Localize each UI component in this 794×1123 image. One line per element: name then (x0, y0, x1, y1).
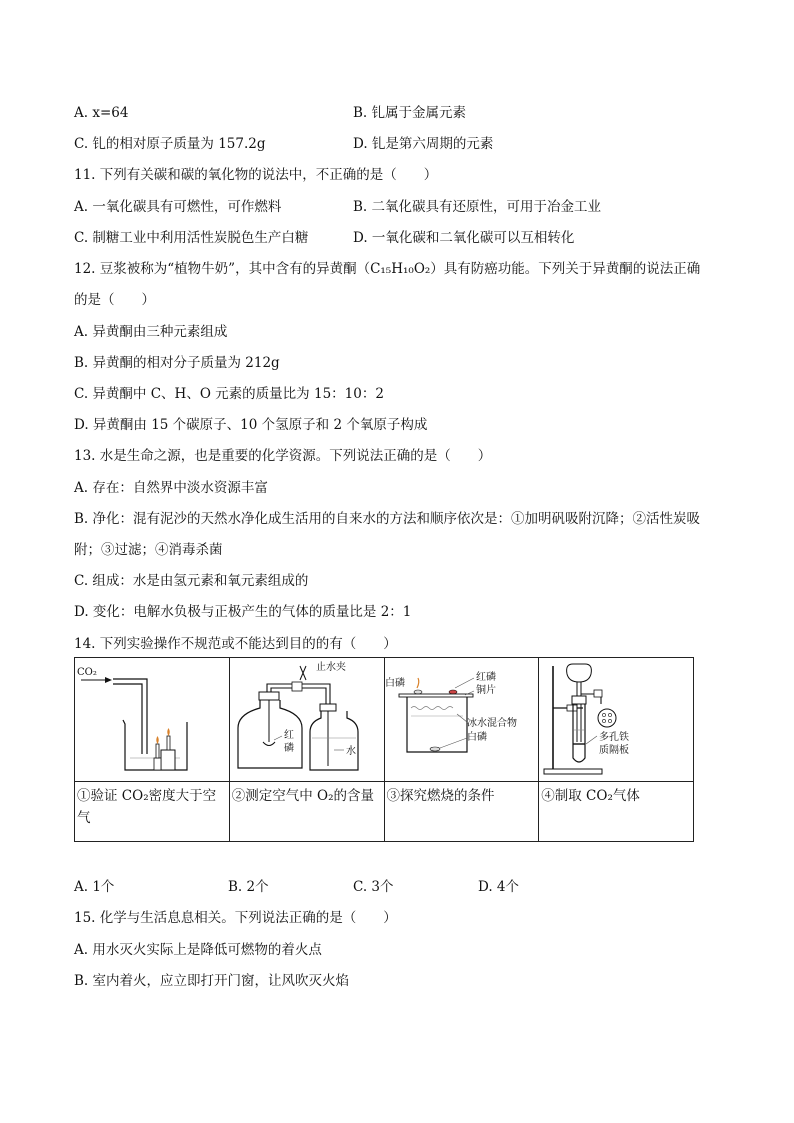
experiment-table (74, 657, 694, 842)
test-tube (573, 704, 585, 762)
q10-option-d: D. 钆是第六周期的元素 (353, 136, 494, 152)
q11-option-d: D. 一氧化碳和二氧化碳可以互相转化 (353, 230, 575, 246)
lower-candle (156, 744, 159, 758)
q14-option-c: C. 3个 (353, 879, 394, 895)
q13-option-c: C. 组成：水是由氢元素和氧元素组成的 (74, 573, 309, 589)
q13-option-d: D. 变化：电解水负极与正极产生的气体的质量比是 2：1 (74, 604, 412, 620)
caption-3: ③探究燃烧的条件 (384, 782, 539, 842)
co2-generator-figure (539, 658, 693, 781)
water-label: 水 (345, 746, 356, 757)
white-p-bottom-label: 白磷 (466, 732, 487, 743)
q11-option-a: A. 一氧化碳具有可燃性，可作燃料 (74, 199, 282, 215)
funnel (567, 664, 592, 682)
q12-option-a: A. 异黄酮由三种元素组成 (74, 324, 228, 340)
figure-2-cell (229, 658, 384, 782)
q10-option-a: A. x=64 (74, 105, 129, 121)
q14-option-d: D. 4个 (478, 879, 520, 895)
white-p-top-label: 白磷 (384, 678, 405, 689)
combustion-conditions-figure (385, 658, 539, 781)
figure-4-cell (539, 658, 694, 782)
copper-sheet (399, 694, 473, 697)
stopcock-icon (594, 690, 602, 697)
figure-3-cell (384, 658, 539, 782)
arrow-head-icon (105, 677, 112, 683)
q12-option-c: C. 异黄酮中 C、H、O 元素的质量比为 15：10：2 (74, 386, 384, 402)
plate-label-1: 多孔铁 (599, 732, 630, 743)
copper-label: 铜片 (475, 685, 496, 696)
q11-option-c: C. 制糖工业中利用活性炭脱色生产白糖 (74, 230, 309, 246)
plate-label-2: 质隔板 (599, 745, 630, 756)
q13-option-b-line2: 附；③过滤；④消毒杀菌 (74, 542, 223, 558)
ice-water-label: 冰水混合物 (466, 718, 517, 729)
clamp-label: 止水夹 (315, 662, 346, 673)
flame-icon (417, 678, 419, 688)
red-p-label-1: 红 (283, 730, 294, 741)
q12-option-d: D. 异黄酮由 15 个碳原子、10 个氢原子和 2 个氧原子构成 (74, 417, 428, 433)
caption-1: ①验证 CO₂密度大于空气 (75, 782, 230, 842)
q13-option-a: A. 存在：自然界中淡水资源丰富 (74, 480, 268, 496)
q14-option-a: A. 1个 (74, 879, 115, 895)
q15-option-b: B. 室内着火，应立即打开门窗，让风吹灭火焰 (74, 973, 350, 989)
q15-stem: 15. 化学与生活息息相关。下列说法正确的是（ ） (74, 910, 397, 926)
porous-plate-detail (598, 709, 616, 727)
q11-option-b: B. 二氧化碳具有还原性，可用于冶金工业 (353, 199, 602, 215)
step-platform (161, 750, 175, 770)
water-bottle (310, 711, 358, 770)
ice-water (411, 707, 453, 710)
figure-1-cell (75, 658, 230, 782)
beaker (407, 697, 467, 752)
stopper (259, 692, 279, 700)
q12-option-b: B. 异黄酮的相对分子质量为 212g (74, 355, 280, 371)
flame-icon (156, 736, 159, 744)
q12-stem-line2: 的是（ ） (74, 292, 155, 308)
flame-icon (167, 728, 170, 736)
iron-stand-base (544, 769, 602, 774)
oxygen-content-figure (230, 658, 384, 781)
q15-option-a: A. 用水灭火实际上是降低可燃物的着火点 (74, 942, 322, 958)
q14-stem: 14. 下列实验操作不规范或不能达到目的的有（ ） (74, 636, 397, 652)
red-p-label-2: 磷 (283, 743, 294, 754)
caption-2: ②测定空气中 O₂的含量 (229, 782, 384, 842)
q10-option-c: C. 钆的相对原子质量为 157.2g (74, 136, 266, 152)
q11-stem: 11. 下列有关碳和碳的氧化物的说法中，不正确的是（ ） (74, 167, 438, 183)
co2-density-figure (75, 658, 229, 781)
co2-label: CO₂ (77, 667, 97, 678)
q13-stem: 13. 水是生命之源，也是重要的化学资源。下列说法正确的是（ ） (74, 448, 492, 464)
q14-option-b: B. 2个 (228, 879, 269, 895)
q10-option-b: B. 钆属于金属元素 (353, 105, 467, 121)
upper-candle (167, 736, 170, 750)
q12-stem-line1: 12. 豆浆被称为“植物牛奶”，其中含有的异黄酮（C₁₅H₁₀O₂）具有防癌功能。下列关于异黄酮的说法正确 (74, 261, 701, 277)
caption-4: ④制取 CO₂气体 (539, 782, 694, 842)
red-p-label: 红磷 (475, 672, 496, 683)
q13-option-b-line1: B. 净化：混有泥沙的天然水净化成生活用的自来水的方法和顺序依次是：①加明矾吸附沉降；②活性炭吸 (74, 511, 701, 527)
